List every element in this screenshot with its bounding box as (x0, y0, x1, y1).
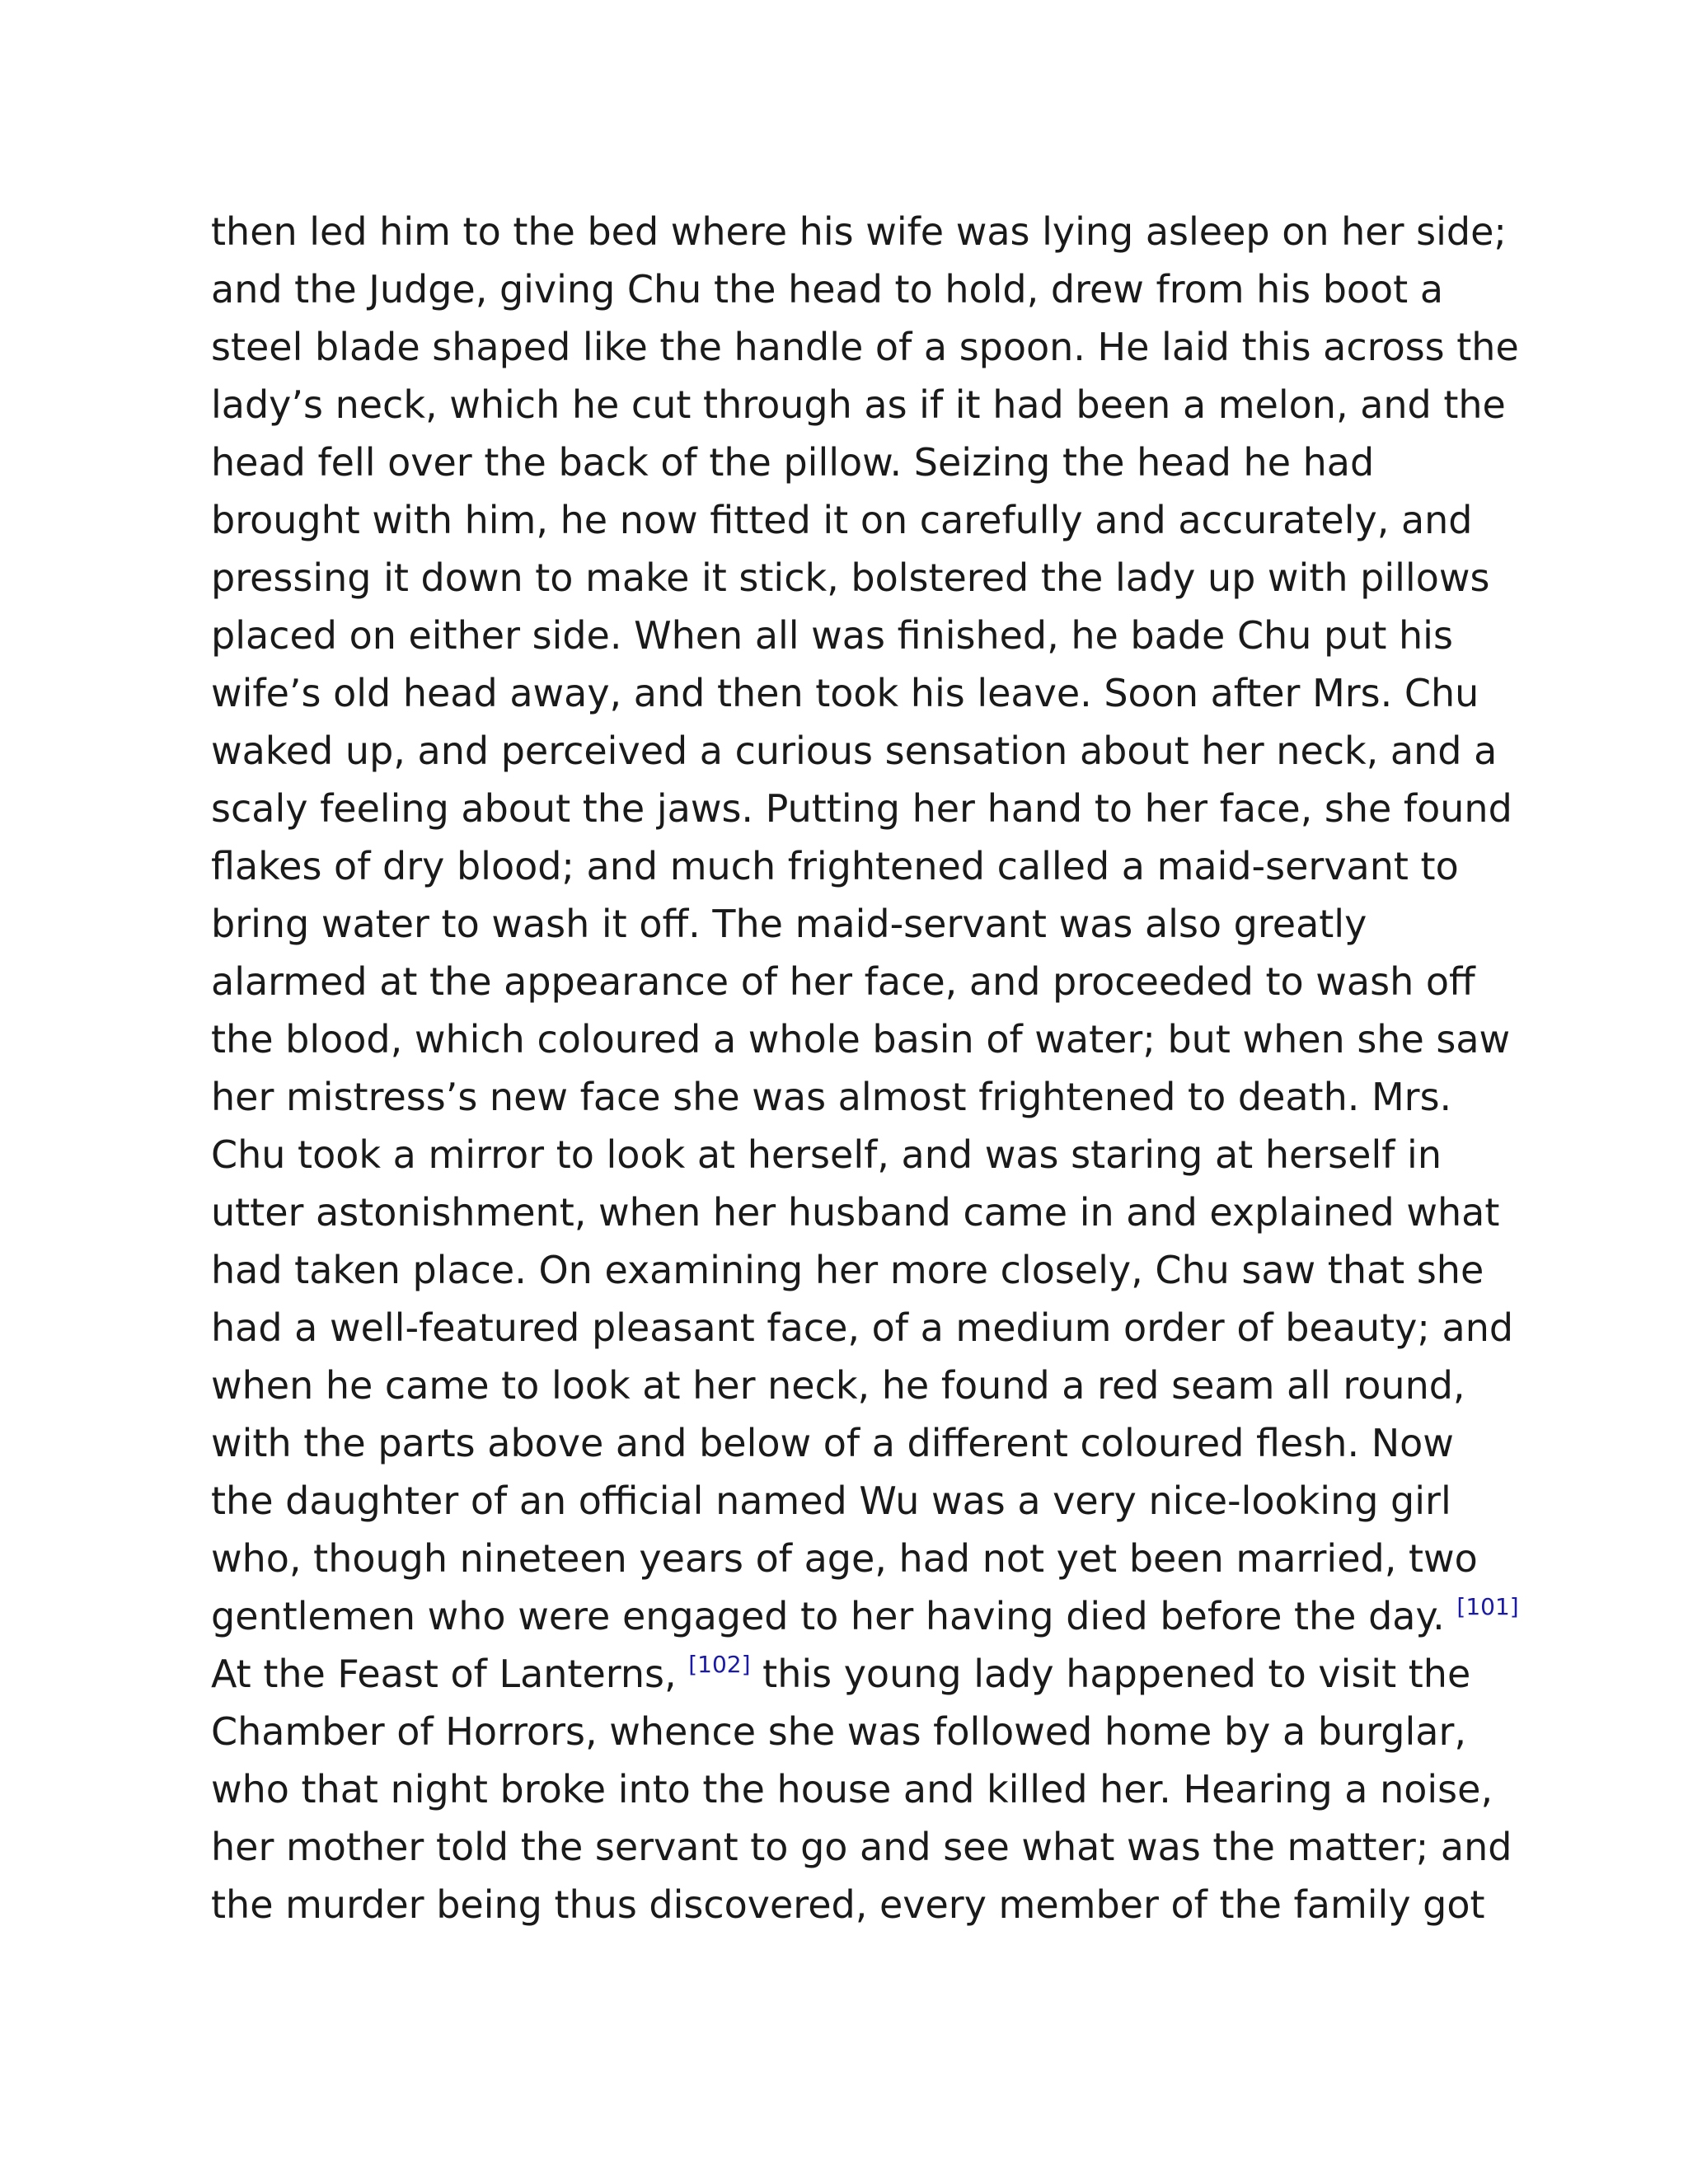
text-line: placed on either side. When all was finished, he bade Chu put his (211, 613, 1453, 658)
text-line: and the Judge, giving Chu the head to hold, drew from his boot a (211, 267, 1444, 312)
body-text (211, 203, 1519, 1933)
text-segment: At the Feast of Lanterns, (211, 1652, 689, 1696)
text-line-with-footnote (211, 1587, 1519, 1645)
text-segment: gentlemen who were engaged to her having died before the day. (211, 1594, 1457, 1638)
text-line: brought with him, he now fitted it on carefully and accurately, and (211, 498, 1473, 542)
text-line: the blood, which coloured a whole basin of water; but when she saw (211, 1017, 1511, 1062)
text-line: Chamber of Horrors, whence she was followed home by a burglar, (211, 1709, 1466, 1754)
text-line: bring water to wash it off. The maid-servant was also greatly (211, 902, 1367, 946)
text-line: alarmed at the appearance of her face, and proceeded to wash off (211, 959, 1475, 1004)
text-line: the murder being thus discovered, every member of the family got (211, 1882, 1485, 1927)
text-line: with the parts above and below of a different coloured flesh. Now (211, 1421, 1454, 1465)
text-line: Chu took a mirror to look at herself, and was staring at herself in (211, 1132, 1442, 1177)
text-line: scaly feeling about the jaws. Putting her hand to her face, she found (211, 786, 1512, 831)
text-line: head fell over the back of the pillow. Seizing the head he had (211, 440, 1375, 485)
text-line: pressing it down to make it stick, bolstered the lady up with pillows (211, 555, 1490, 600)
footnote-link-102[interactable]: [102] (688, 1651, 751, 1678)
text-line: her mistress’s new face she was almost frightened to death. Mrs. (211, 1075, 1452, 1119)
text-line: her mother told the servant to go and see what was the matter; and (211, 1825, 1512, 1869)
text-line: flakes of dry blood; and much frightened called a maid-servant to (211, 844, 1459, 888)
text-line: then led him to the bed where his wife was lying asleep on her side; (211, 209, 1507, 254)
text-line: steel blade shaped like the handle of a spoon. He laid this across the (211, 325, 1519, 369)
text-line-with-footnote (211, 1645, 1497, 1703)
text-line: waked up, and perceived a curious sensation about her neck, and a (211, 729, 1498, 773)
text-line: who, though nineteen years of age, had not yet been married, two (211, 1536, 1478, 1581)
text-line: when he came to look at her neck, he found a red seam all round, (211, 1363, 1465, 1408)
text-segment: this young lady happened to visit the (750, 1652, 1471, 1696)
text-line: the daughter of an official named Wu was a very nice-looking girl (211, 1479, 1451, 1523)
footnote-link-101[interactable]: [101] (1456, 1593, 1519, 1620)
text-line: utter astonishment, when her husband came in and explained what (211, 1190, 1500, 1235)
text-line: wife’s old head away, and then took his leave. Soon after Mrs. Chu (211, 671, 1479, 715)
text-line: who that night broke into the house and killed her. Hearing a noise, (211, 1767, 1493, 1811)
text-line: had a well-featured pleasant face, of a medium order of beauty; and (211, 1305, 1514, 1350)
text-line: had taken place. On examining her more closely, Chu saw that she (211, 1248, 1484, 1292)
text-line: lady’s neck, which he cut through as if it had been a melon, and the (211, 382, 1506, 427)
